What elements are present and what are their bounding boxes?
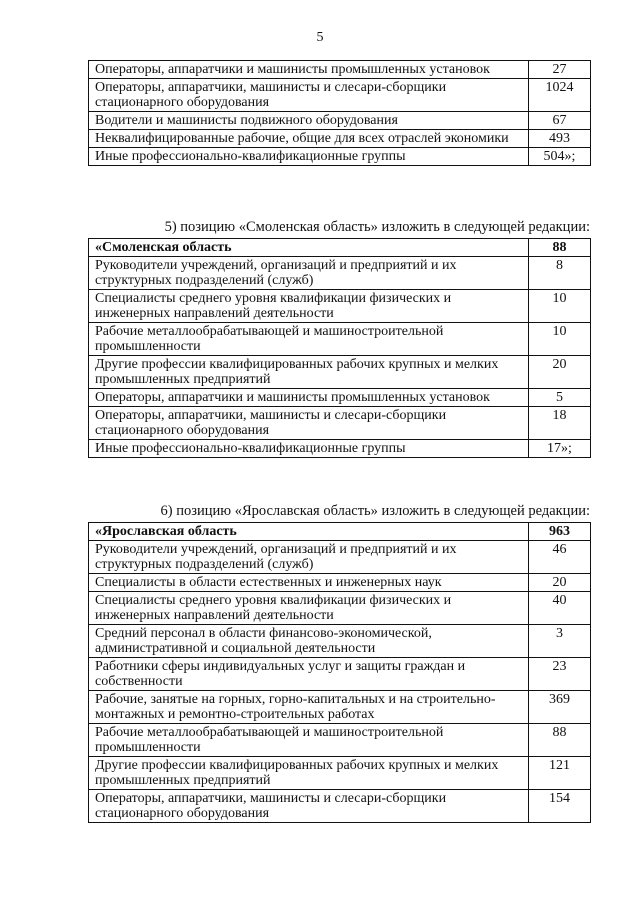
occupation-name: Водители и машинисты подвижного оборудования xyxy=(89,112,529,130)
table-row xyxy=(89,658,591,691)
occupation-name: Рабочие, занятые на горных, горно-капитальных и на строительно-монтажных и ремонтно-строительных работах xyxy=(89,691,529,724)
occupation-name: Операторы, аппаратчики, машинисты и слесари-сборщики стационарного оборудования xyxy=(89,407,529,440)
occupation-name: Специалисты среднего уровня квалификации физических и инженерных направлений деятельности xyxy=(89,592,529,625)
occupation-name: Неквалифицированные рабочие, общие для всех отраслей экономики xyxy=(89,130,529,148)
occupation-name: Руководители учреждений, организаций и предприятий и их структурных подразделений (служб) xyxy=(89,257,529,290)
occupation-value: 17»; xyxy=(529,440,591,458)
table-row xyxy=(89,440,591,458)
occupation-name: Работники сферы индивидуальных услуг и защиты граждан и собственности xyxy=(89,658,529,691)
paragraph-smolensk: 5) позицию «Смоленская область» изложить в следующей редакции: xyxy=(164,219,590,235)
occupation-value: 46 xyxy=(529,541,591,574)
occupation-value: 10 xyxy=(529,290,591,323)
occupation-value: 493 xyxy=(529,130,591,148)
region-name: «Ярославская область xyxy=(89,523,529,541)
table-row xyxy=(89,625,591,658)
table-row xyxy=(89,148,591,166)
table-smolensk xyxy=(88,238,591,458)
table-row xyxy=(89,574,591,592)
occupation-value: 121 xyxy=(529,757,591,790)
table-row xyxy=(89,691,591,724)
table-row xyxy=(89,724,591,757)
table-row xyxy=(89,790,591,823)
occupation-value: 40 xyxy=(529,592,591,625)
occupation-name: Руководители учреждений, организаций и предприятий и их структурных подразделений (служб) xyxy=(89,541,529,574)
table-header-row xyxy=(89,239,591,257)
occupation-name: Операторы, аппаратчики и машинисты промышленных установок xyxy=(89,389,529,407)
occupation-value: 369 xyxy=(529,691,591,724)
table-header-row xyxy=(89,523,591,541)
table-row xyxy=(89,541,591,574)
occupation-value: 20 xyxy=(529,574,591,592)
table-row xyxy=(89,79,591,112)
occupation-value: 27 xyxy=(529,61,591,79)
occupation-value: 18 xyxy=(529,407,591,440)
table-row xyxy=(89,389,591,407)
occupation-value: 23 xyxy=(529,658,591,691)
region-total: 963 xyxy=(529,523,591,541)
occupation-value: 88 xyxy=(529,724,591,757)
page-number: 5 xyxy=(316,30,324,45)
occupation-name: Специалисты в области естественных и инженерных наук xyxy=(89,574,529,592)
occupation-value: 1024 xyxy=(529,79,591,112)
table-row xyxy=(89,130,591,148)
occupation-name: Другие профессии квалифицированных рабочих крупных и мелких промышленных предприятий xyxy=(89,356,529,389)
table-row xyxy=(89,592,591,625)
occupation-name: Средний персонал в области финансово-экономической, административной и социальной деятельности xyxy=(89,625,529,658)
table-row xyxy=(89,112,591,130)
occupation-value: 154 xyxy=(529,790,591,823)
occupation-value: 504»; xyxy=(529,148,591,166)
occupation-value: 20 xyxy=(529,356,591,389)
occupation-name: Рабочие металлообрабатывающей и машиностроительной промышленности xyxy=(89,724,529,757)
occupation-name: Рабочие металлообрабатывающей и машиностроительной промышленности xyxy=(89,323,529,356)
table-row xyxy=(89,323,591,356)
region-total: 88 xyxy=(529,239,591,257)
table-row xyxy=(89,407,591,440)
occupation-value: 10 xyxy=(529,323,591,356)
occupation-name: Операторы, аппаратчики и машинисты промышленных установок xyxy=(89,61,529,79)
occupation-name: Специалисты среднего уровня квалификации физических и инженерных направлений деятельности xyxy=(89,290,529,323)
occupation-value: 8 xyxy=(529,257,591,290)
region-name: «Смоленская область xyxy=(89,239,529,257)
occupation-name: Операторы, аппаратчики, машинисты и слесари-сборщики стационарного оборудования xyxy=(89,790,529,823)
table-row xyxy=(89,290,591,323)
occupation-name: Операторы, аппаратчики, машинисты и слесари-сборщики стационарного оборудования xyxy=(89,79,529,112)
occupation-name: Иные профессионально-квалификационные группы xyxy=(89,440,529,458)
table-row xyxy=(89,257,591,290)
occupation-value: 67 xyxy=(529,112,591,130)
paragraph-yaroslavl: 6) позицию «Ярославская область» изложить в следующей редакции: xyxy=(160,503,590,519)
table-yaroslavl xyxy=(88,522,591,823)
occupation-name: Иные профессионально-квалификационные группы xyxy=(89,148,529,166)
occupation-name: Другие профессии квалифицированных рабочих крупных и мелких промышленных предприятий xyxy=(89,757,529,790)
table-row xyxy=(89,61,591,79)
occupation-value: 3 xyxy=(529,625,591,658)
occupation-value: 5 xyxy=(529,389,591,407)
table-row xyxy=(89,356,591,389)
table-previous-region xyxy=(88,60,591,166)
table-row xyxy=(89,757,591,790)
